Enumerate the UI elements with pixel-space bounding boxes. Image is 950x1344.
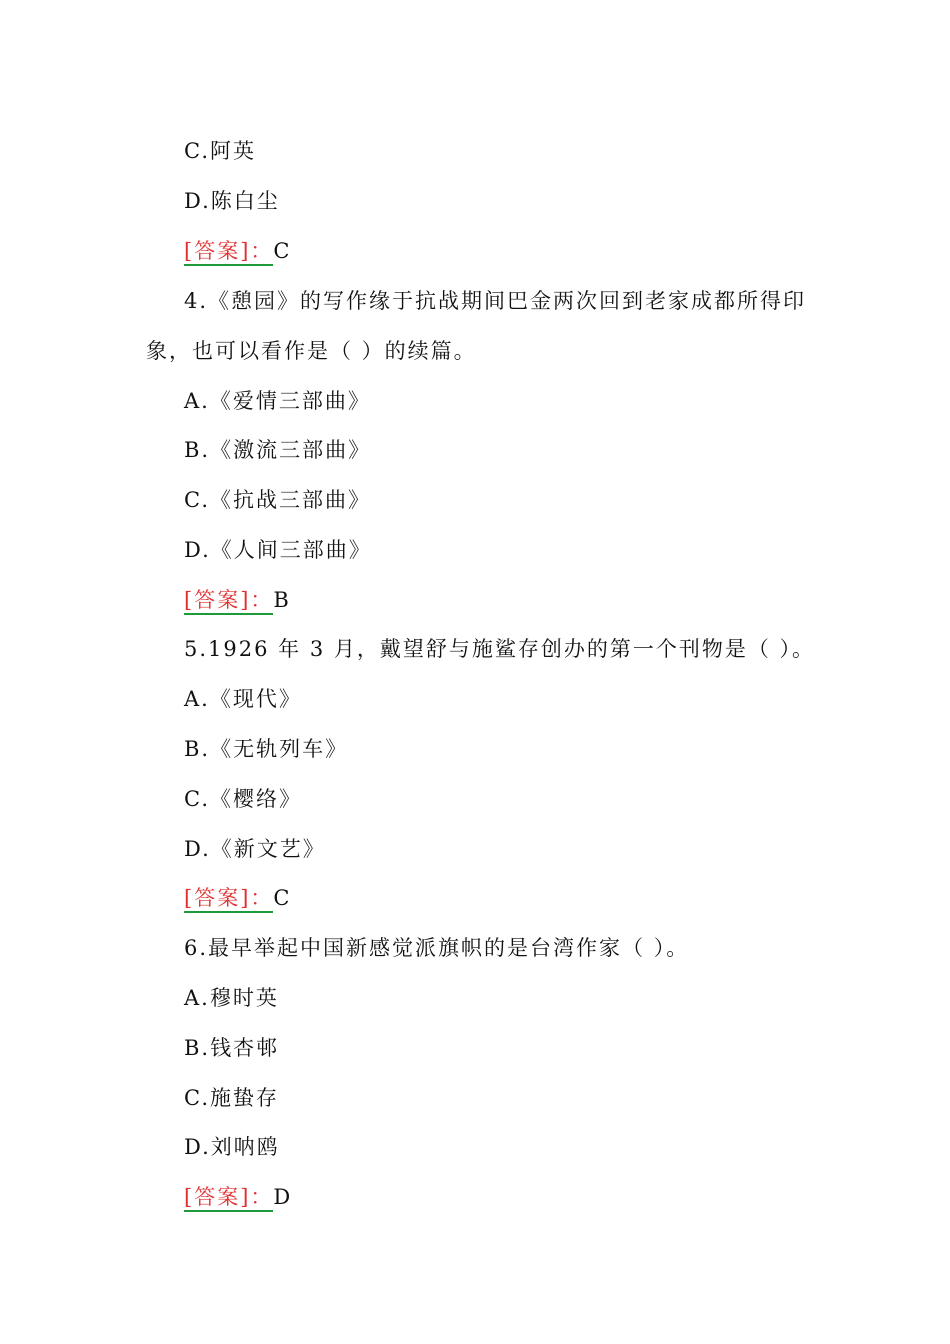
- answer-value: C: [273, 239, 292, 263]
- question-4-line-1: 4.《憩园》的写作缘于抗战期间巴金两次回到老家成都所得印: [184, 289, 807, 313]
- question-5-option-d: D.《新文艺》: [184, 837, 326, 861]
- question-6: 6.最早举起中国新感觉派旗帜的是台湾作家（ ）。: [184, 936, 690, 960]
- question-6-option-d: D.刘呐鸥: [184, 1135, 280, 1159]
- question-5-option-a: A.《现代》: [184, 687, 302, 711]
- answer-line-3: [184, 885, 291, 911]
- question-6-option-c: C.施蛰存: [184, 1086, 279, 1110]
- option-c-prev: C.阿英: [184, 139, 256, 163]
- answer-value: D: [273, 1185, 293, 1209]
- answer-value: C: [273, 886, 292, 910]
- question-4-option-a: A.《爱情三部曲》: [184, 389, 371, 413]
- question-4-line-2: 象，也可以看作是（ ）的续篇。: [146, 339, 477, 363]
- answer-tag: [答案]：: [184, 1185, 273, 1212]
- answer-line-4: [184, 1184, 292, 1210]
- question-6-option-a: A.穆时英: [184, 986, 279, 1010]
- option-d-prev: D.陈白尘: [184, 189, 280, 213]
- answer-tag: [答案]：: [184, 239, 273, 266]
- question-5-option-b: B.《无轨列车》: [184, 737, 349, 761]
- answer-line-2: [184, 587, 291, 613]
- question-5-option-c: C.《樱络》: [184, 787, 302, 811]
- question-4-option-c: C.《抗战三部曲》: [184, 488, 371, 512]
- question-6-option-b: B.钱杏邨: [184, 1036, 280, 1060]
- answer-tag: [答案]：: [184, 886, 273, 913]
- answer-line-1: [184, 238, 291, 264]
- question-4-option-d: D.《人间三部曲》: [184, 538, 372, 562]
- question-4-option-b: B.《激流三部曲》: [184, 438, 372, 462]
- answer-tag: [答案]：: [184, 588, 273, 615]
- answer-value: B: [273, 588, 291, 612]
- question-5: 5.1926 年 3 月，戴望舒与施鲨存创办的第一个刊物是（ ）。: [184, 637, 816, 661]
